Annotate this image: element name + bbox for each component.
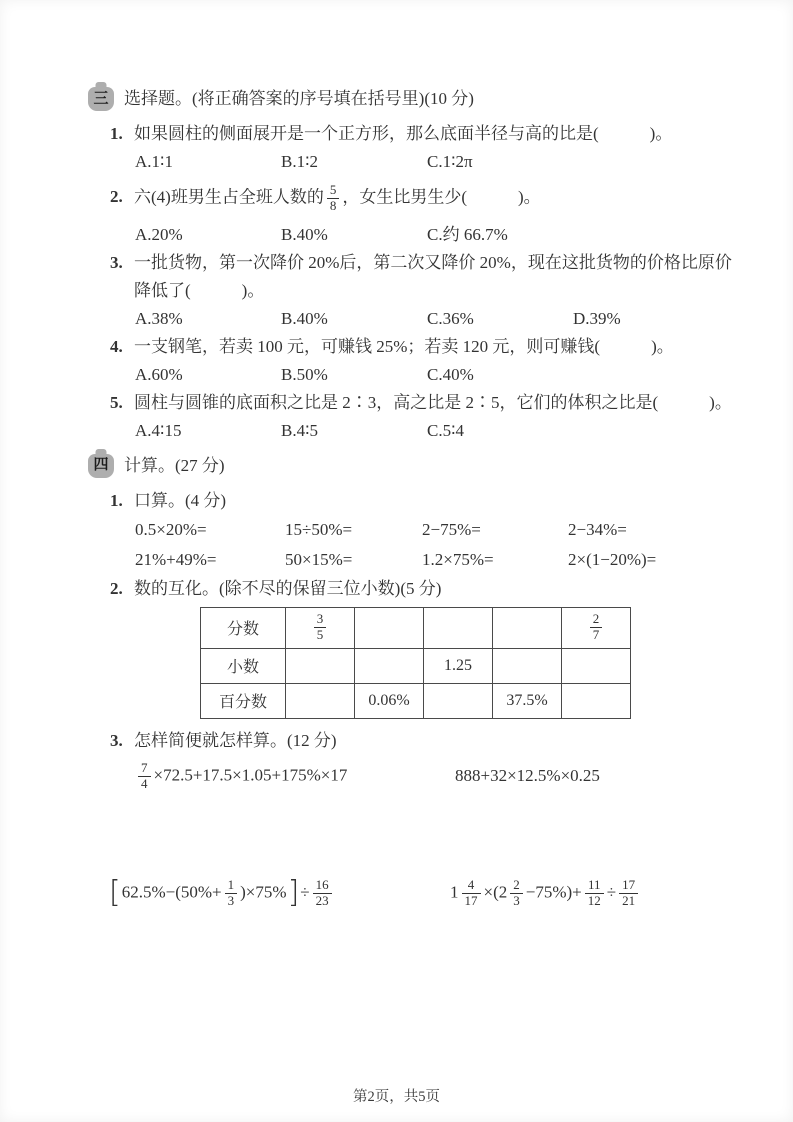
question-5 (110, 389, 740, 417)
question-2-option-b: B.40% (281, 224, 328, 244)
simplify-title (110, 727, 740, 755)
row-header-fraction: 分数 (201, 607, 286, 648)
table-cell: 1.25 (424, 648, 493, 683)
section-calc-title: 计算。(27 分) (124, 455, 225, 475)
table-cell (493, 648, 562, 683)
question-4-option-c: C.40% (427, 364, 474, 384)
question-5-text: 圆柱与圆锥的底面积之比是 2∶3，高之比是 2∶5，它们的体积之比是( )。 (134, 392, 732, 412)
table-cell (562, 648, 631, 683)
question-3-option-a: A.38% (135, 308, 183, 328)
table-row-fraction (201, 607, 631, 648)
question-1-options (135, 148, 740, 176)
simplify-label: 怎样简便就怎样算。(12 分) (134, 730, 337, 750)
table-cell: $\frac{2}{7}$ (562, 607, 631, 648)
question-3-text: 一批货物，第一次降价 20%后，第二次又降价 20%，现在这批货物的价格比原价 降低了( )。 (134, 252, 732, 300)
section-three-number: 三 (93, 90, 109, 107)
table-cell (424, 607, 493, 648)
question-2-options (135, 221, 740, 249)
simplify-expr-row-2 (108, 875, 740, 911)
oral-calc-label: 口算。(4 分) (134, 490, 227, 510)
question-4-text: 一支钢笔，若卖 100 元，可赚钱 25%；若卖 120 元，则可赚钱( )。 (134, 336, 674, 356)
question-2-number: 2. (110, 187, 123, 206)
table-cell (286, 648, 355, 683)
question-2-text: 六(4)班男生占全班人数的 $\frac{5}{8}$ ，女生比男生少( )。 (134, 182, 541, 213)
question-1-text: 如果圆柱的侧面展开是一个正方形，那么底面半径与高的比是( )。 (134, 124, 673, 143)
conversion-label: 数的互化。(除不尽的保留三位小数)(5 分) (134, 578, 442, 598)
row-header-percent: 百分数 (201, 683, 286, 718)
question-4 (110, 333, 740, 361)
section-four-badge-icon (88, 454, 114, 478)
oral-calc-title (110, 487, 740, 515)
question-5-option-a: A.4∶15 (135, 420, 182, 440)
simplify-expr-row-1 (135, 761, 740, 792)
question-1 (110, 120, 740, 148)
question-5-options (135, 417, 740, 445)
question-3-option-b: B.40% (281, 308, 328, 328)
worksheet-content (88, 84, 740, 909)
table-cell: 37.5% (493, 683, 562, 718)
section-four-number: 四 (93, 457, 109, 474)
question-3-option-c: C.36% (427, 308, 474, 328)
table-cell (562, 683, 631, 718)
simplify-number: 3. (110, 730, 123, 750)
conversion-number: 2. (110, 578, 123, 598)
row-header-decimal: 小数 (201, 648, 286, 683)
oral-expr: 2×(1−20%)= (568, 549, 657, 569)
table-row-percent (201, 683, 631, 718)
table-row-decimal (201, 648, 631, 683)
oral-expr: 2−34%= (568, 519, 627, 539)
question-5-number: 5. (110, 392, 123, 412)
question-1-option-c: C.1∶2π (427, 152, 473, 171)
question-1-number: 1. (110, 124, 123, 143)
question-4-option-a: A.60% (135, 364, 183, 384)
table-cell (286, 683, 355, 718)
question-3 (110, 249, 740, 305)
oral-calc-number: 1. (110, 490, 123, 510)
question-2 (110, 176, 740, 221)
question-5-option-b: B.4∶5 (281, 420, 319, 440)
table-cell: 0.06% (355, 683, 424, 718)
question-1-option-b: B.1∶2 (281, 152, 319, 171)
table-cell: $\frac{3}{5}$ (286, 607, 355, 648)
question-3-options (135, 305, 740, 333)
oral-expr: 15÷50%= (285, 519, 353, 539)
section-calc-header (88, 451, 740, 481)
question-3-option-d: D.39% (573, 308, 621, 328)
question-2-option-a: A.20% (135, 224, 183, 244)
section-choice-title: 选择题。(将正确答案的序号填在括号里)(10 分) (124, 88, 474, 108)
section-three-badge-icon (88, 87, 114, 111)
page-footer: 第2页，共5页 (353, 1089, 440, 1105)
oral-expr: 1.2×75%= (422, 549, 494, 569)
simplify-expr-4: 1 $\frac{4}{17}$ ×(2 $\frac{2}{3}$ −75%)+ $\frac{11}{12}$ ÷ $\frac{17}{21}$ (450, 878, 641, 909)
oral-expr: 0.5×20%= (135, 519, 207, 539)
question-1-option-a: A.1∶1 (135, 152, 173, 171)
section-choice-header (88, 84, 740, 114)
table-cell (424, 683, 493, 718)
oral-expr: 50×15%= (285, 549, 353, 569)
question-5-option-c: C.5∶4 (427, 420, 465, 440)
question-4-number: 4. (110, 336, 123, 356)
oral-calc-row-2 (135, 545, 740, 575)
table-cell (355, 648, 424, 683)
conversion-table (200, 607, 631, 719)
simplify-expr-2: 888+32×12.5%×0.25 (455, 766, 600, 786)
oral-expr: 21%+49%= (135, 549, 217, 569)
question-4-options (135, 361, 740, 389)
question-4-option-b: B.50% (281, 364, 328, 384)
oral-expr: 2−75%= (422, 519, 481, 539)
table-cell (493, 607, 562, 648)
table-cell (355, 607, 424, 648)
conversion-title (110, 575, 740, 603)
question-3-number: 3. (110, 252, 123, 272)
question-2-option-c: C.约 66.7% (427, 224, 508, 244)
simplify-expr-3: [62.5%−(50%+ $\frac{1}{3}$ )×75%]÷ $\frac{16}{23}$ (108, 878, 450, 909)
oral-calc-row-1 (135, 515, 740, 545)
simplify-expr-1: $\frac{7}{4}$ ×72.5+17.5×1.05+175%×17 (135, 761, 455, 792)
